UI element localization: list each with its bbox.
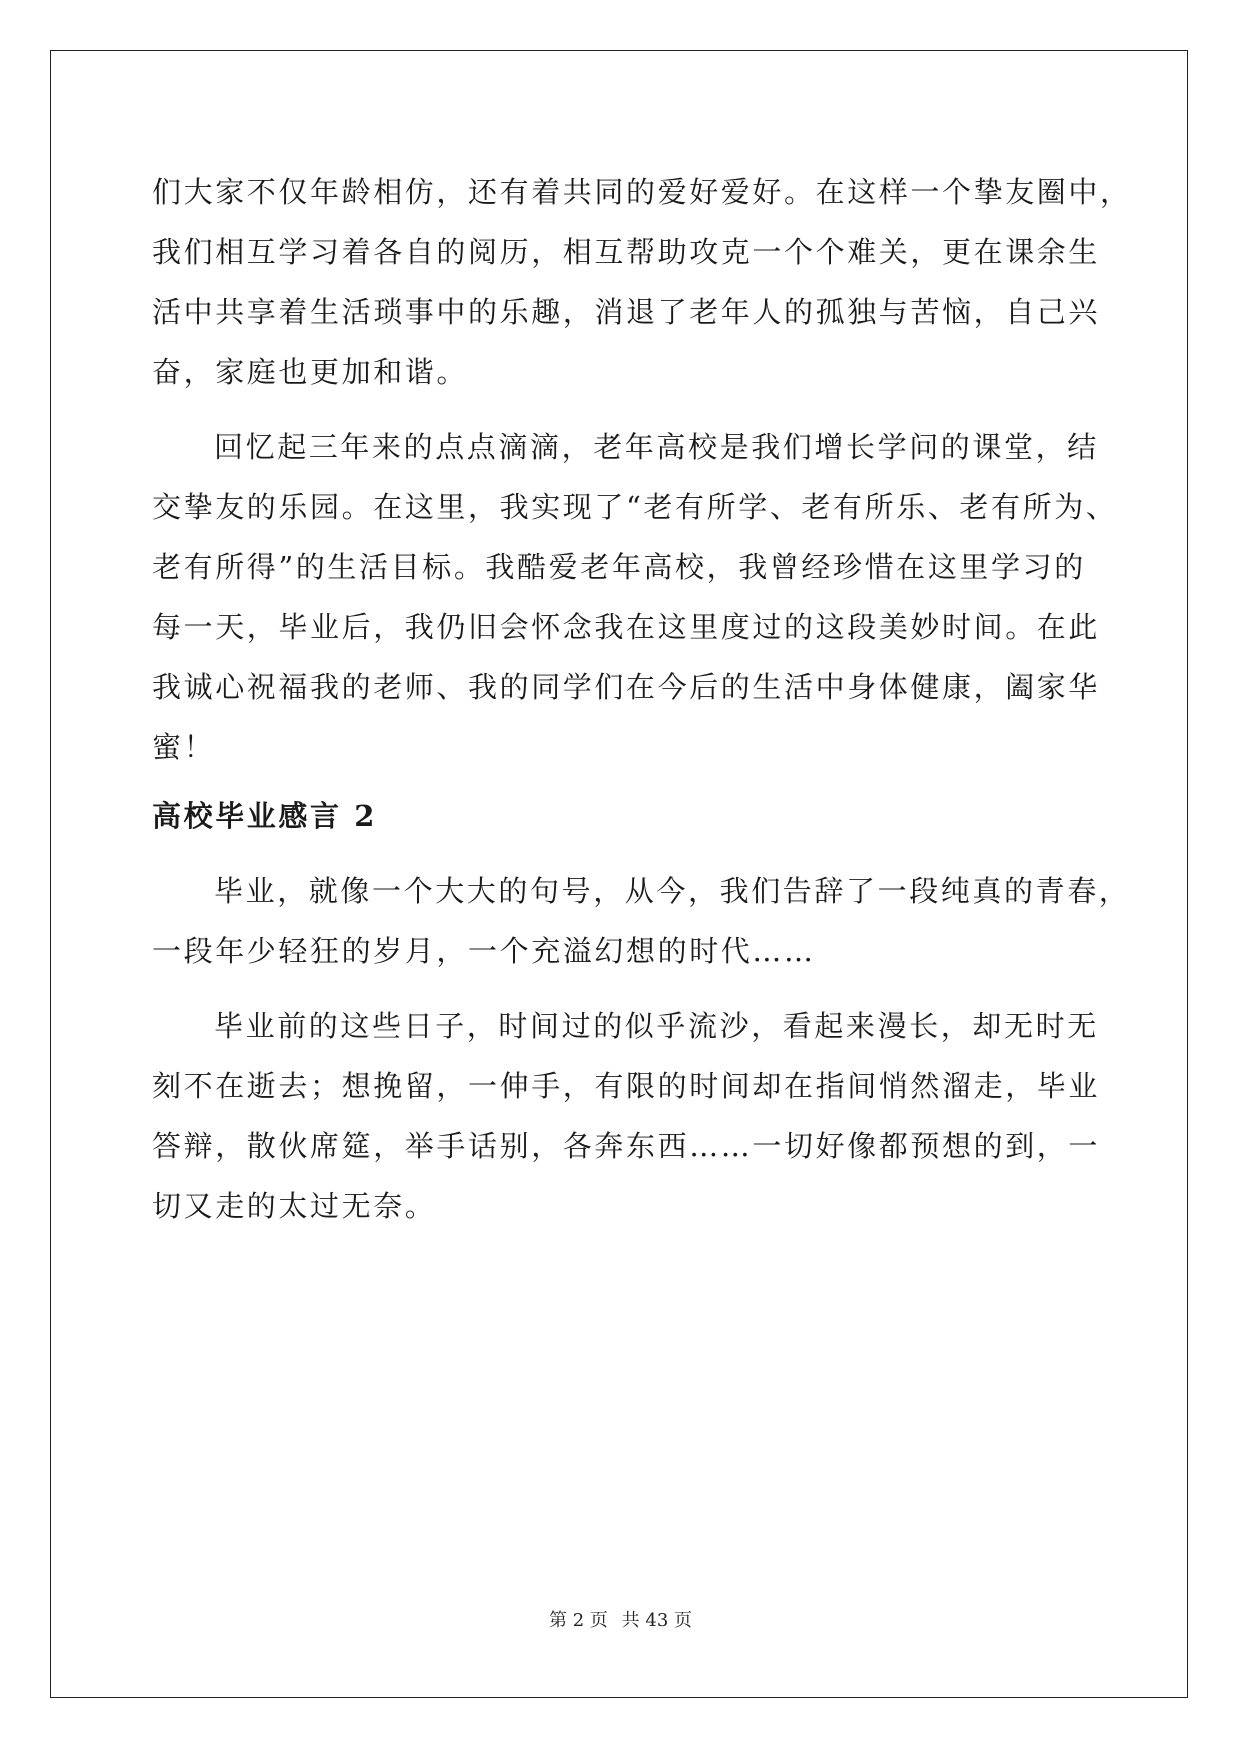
text-line: 毕业，就像一个大大的句号，从今，我们告辞了一段纯真的青春， bbox=[214, 874, 1131, 908]
text-line: 刻不在逝去；想挽留，一伸手，有限的时间却在指间悄然溜走，毕业 bbox=[152, 1069, 1101, 1103]
text-line: 一段年少轻狂的岁月，一个充溢幻想的时代…… bbox=[152, 934, 816, 968]
paragraph bbox=[152, 861, 1131, 981]
page-number: 第 2 页 bbox=[549, 1610, 608, 1631]
text-line: 活中共享着生活琐事中的乐趣，消退了老年人的孤独与苦恼，自己兴 bbox=[152, 295, 1101, 329]
paragraph bbox=[152, 417, 1118, 777]
text-line: 答辩，散伙席筵，举手话别，各奔东西……一切好像都预想的到，一 bbox=[152, 1129, 1101, 1163]
page-total: 共 43 页 bbox=[621, 1610, 692, 1631]
page-footer bbox=[0, 1606, 1241, 1632]
text-line: 老有所得”的生活目标。我酷爱老年高校，我曾经珍惜在这里学习的 bbox=[152, 550, 1086, 584]
text-line: 我们相互学习着各自的阅历，相互帮助攻克一个个难关，更在课余生 bbox=[152, 235, 1101, 269]
text-line: 切又走的太过无奈。 bbox=[152, 1189, 437, 1223]
paragraph bbox=[152, 162, 1132, 402]
section-heading: 高校毕业感言 2 bbox=[152, 799, 378, 833]
text-line: 毕业前的这些日子，时间过的似乎流沙，看起来漫长，却无时无 bbox=[214, 1009, 1099, 1043]
text-line: 回忆起三年来的点点滴滴，老年高校是我们增长学问的课堂，结 bbox=[214, 430, 1099, 464]
text-line: 我诚心祝福我的老师、我的同学们在今后的生活中身体健康，阖家华 bbox=[152, 670, 1101, 704]
text-line: 每一天，毕业后，我仍旧会怀念我在这里度过的这段美妙时间。在此 bbox=[152, 610, 1101, 644]
paragraph bbox=[152, 996, 1101, 1236]
text-line: 奋，家庭也更加和谐。 bbox=[152, 355, 469, 389]
text-line: 蜜！ bbox=[152, 730, 216, 764]
text-line: 交挚友的乐园。在这里，我实现了“老有所学、老有所乐、老有所为、 bbox=[152, 490, 1118, 524]
document-body bbox=[152, 162, 1132, 1236]
text-line: 们大家不仅年龄相仿，还有着共同的爱好爱好。在这样一个挚友圈中， bbox=[152, 175, 1132, 209]
